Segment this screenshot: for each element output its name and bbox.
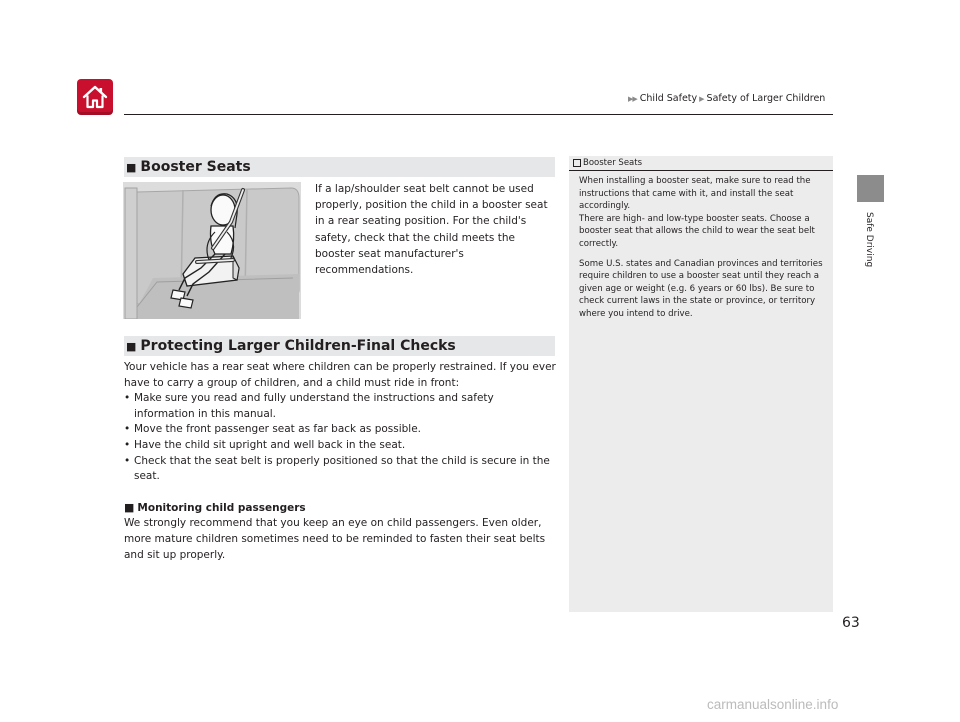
heading-square-icon: ■ xyxy=(126,160,137,174)
heading-square-icon: ■ xyxy=(126,339,137,353)
section-title: Protecting Larger Children-Final Checks xyxy=(140,338,456,354)
booster-seat-illustration xyxy=(123,182,301,319)
home-button[interactable] xyxy=(77,79,113,115)
final-checks-paragraph: Your vehicle has a rear seat where children can be properly restrained. If you ever have to carry a group of children, and a child must ride in front: xyxy=(124,361,556,389)
breadcrumb-arrows-icon: ▶▶ xyxy=(628,95,637,103)
final-checks-list xyxy=(124,391,556,485)
watermark-text: carmanualsonline.info xyxy=(707,697,839,712)
note-paragraph: When installing a booster seat, make sure to read the instructions that came with it, and install the seat accordingly. There are high- and low-type booster seats. Choose a booster seat that allows the child to wear the seat belt correctly. xyxy=(579,176,815,249)
list-item: • Have the child sit upright and well back in the seat. xyxy=(124,438,556,454)
heading-square-icon: ■ xyxy=(124,500,135,514)
note-body xyxy=(579,175,829,321)
breadcrumb-arrow-icon: ▶ xyxy=(699,95,705,103)
monitoring-paragraph: We strongly recommend that you keep an eye on child passengers. Even older, more mature children sometimes need to be reminded to fasten their seat belts and sit up properly. xyxy=(124,517,546,561)
section-title: Booster Seats xyxy=(140,159,251,175)
section-heading-final-checks xyxy=(124,336,555,356)
page-number: 63 xyxy=(842,615,860,631)
side-chapter-label: Safe Driving xyxy=(864,212,874,268)
note-reference-icon xyxy=(573,159,581,167)
note-paragraph: Some U.S. states and Canadian provinces and territories require children to use a booster seat until they reach a given age or weight (e.g. 6 years or 60 lbs). Be sure to check current laws in the state or province, or territory where you intend to drive. xyxy=(579,258,823,319)
side-chapter-tab[interactable] xyxy=(857,175,884,202)
breadcrumb-item-child-safety[interactable]: Child Safety xyxy=(639,93,698,104)
note-divider xyxy=(569,170,833,171)
header-divider xyxy=(124,114,833,115)
monitoring-heading xyxy=(124,500,556,517)
breadcrumb xyxy=(628,93,825,104)
breadcrumb-item-current: Safety of Larger Children xyxy=(706,93,826,104)
home-icon xyxy=(82,85,108,109)
list-item: • Check that the seat belt is properly positioned so that the child is secure in the seat. xyxy=(124,454,556,485)
note-title-text: Booster Seats xyxy=(583,158,643,168)
monitoring-title: Monitoring child passengers xyxy=(137,501,306,514)
final-checks-body xyxy=(124,360,556,563)
note-title[interactable] xyxy=(573,158,642,168)
list-item: • Move the front passenger seat as far back as possible. xyxy=(124,422,556,438)
section-heading-booster-seats xyxy=(124,157,555,177)
list-item: • Make sure you read and fully understand the instructions and safety information in this manual. xyxy=(124,391,556,422)
booster-seats-intro: If a lap/shoulder seat belt cannot be used properly, position the child in a booster seat in a rear seating position. For the child's safety, check that the child meets the booster seat manufacturer's recommendations. xyxy=(315,183,548,277)
